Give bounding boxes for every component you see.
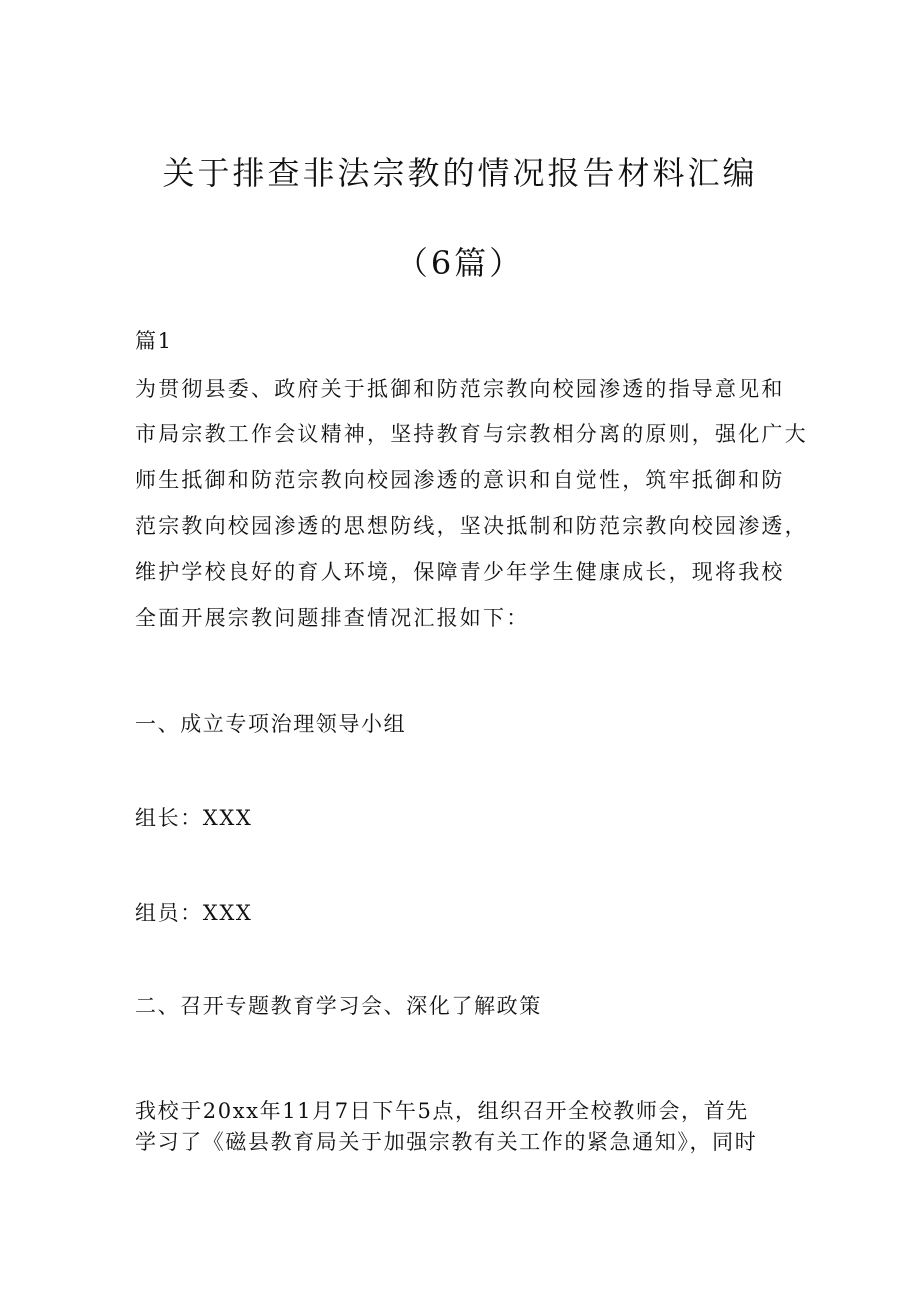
leader-line: 组长：XXX <box>135 806 253 830</box>
intro-line: 维护学校良好的育人环境，保障青少年学生健康成长，现将我校 <box>135 560 785 584</box>
intro-line: 全面开展宗教问题排查情况汇报如下： <box>135 606 530 630</box>
intro-line: 范宗教向校园渗透的思想防线，坚决抵制和防范宗教向校园渗透， <box>135 514 808 538</box>
intro-line: 市局宗教工作会议精神，坚持教育与宗教相分离的原则，强化广大 <box>135 422 808 446</box>
intro-line: 为贯彻县委、政府关于抵御和防范宗教向校园渗透的指导意见和 <box>135 377 785 401</box>
member-line: 组员：XXX <box>135 901 253 925</box>
body-line: 我校于20xx年11月7日下午5点，组织召开全校教师会，首先 <box>135 1099 749 1123</box>
section-heading-1: 一、成立专项治理领导小组 <box>135 712 407 736</box>
body-line: 学习了《磁县教育局关于加强宗教有关工作的紧急通知》，同时 <box>135 1130 758 1154</box>
document-title: 关于排查非法宗教的情况报告材料汇编 <box>162 154 758 192</box>
section-heading-2: 二、召开专题教育学习会、深化了解政策 <box>135 994 542 1018</box>
section-label: 篇1 <box>135 329 173 353</box>
intro-line: 师生抵御和防范宗教向校园渗透的意识和自觉性，筑牢抵御和防 <box>135 468 785 492</box>
document-subtitle: （6篇） <box>395 244 525 282</box>
